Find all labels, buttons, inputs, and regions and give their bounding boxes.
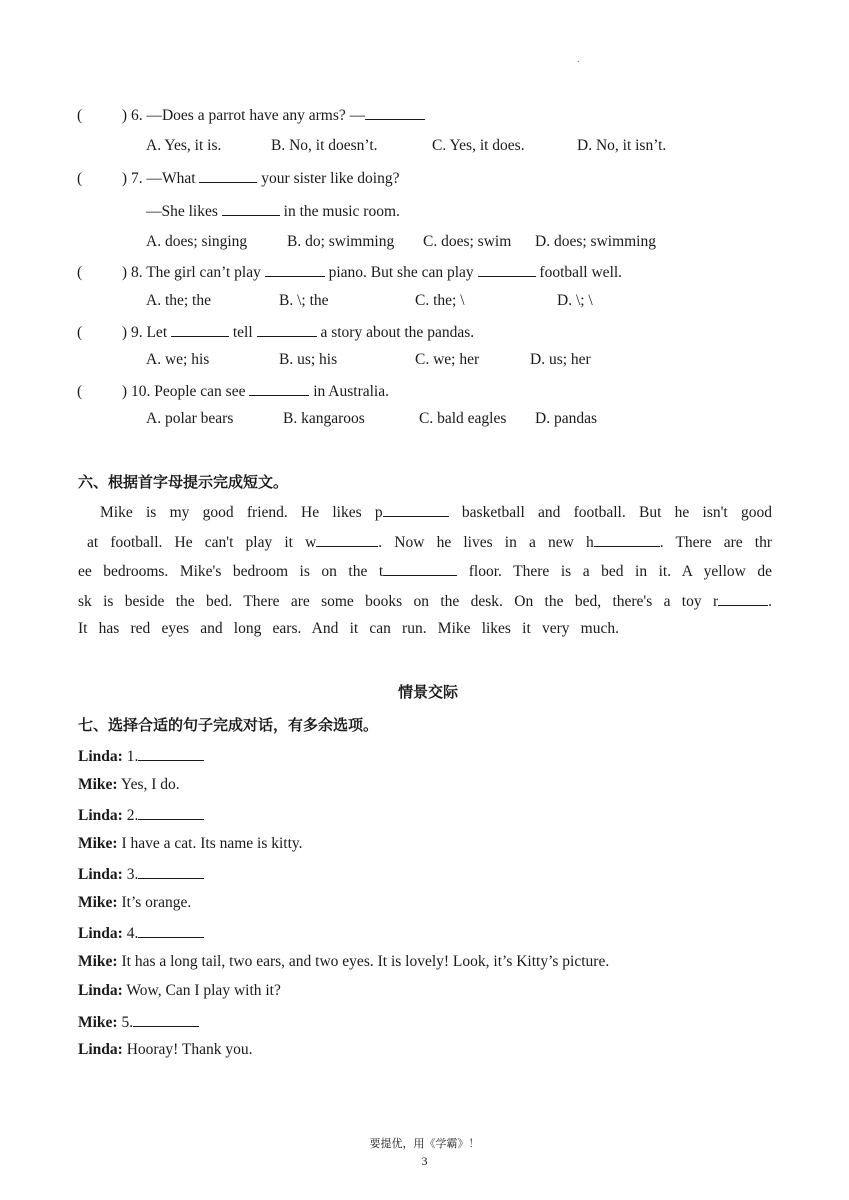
option-b: B. us; his bbox=[279, 351, 338, 368]
answer-paren-close: ) bbox=[121, 107, 128, 124]
question-stem: 7. —What bbox=[130, 170, 196, 187]
answer-blank bbox=[133, 1012, 199, 1027]
option-a: A. Yes, it is. bbox=[146, 137, 222, 154]
dialog-text: 2. bbox=[126, 807, 139, 824]
answer-blank bbox=[257, 322, 317, 337]
scene-heading: 情景交际 bbox=[398, 683, 459, 701]
page-number: 3 bbox=[421, 1154, 428, 1168]
answer-blank bbox=[222, 201, 280, 216]
dialog-text: Yes, I do. bbox=[120, 776, 180, 793]
dialog-line-8 bbox=[78, 953, 609, 971]
dialog-text: 3. bbox=[126, 866, 139, 883]
passage-line-2 bbox=[87, 532, 772, 552]
option-b: B. do; swimming bbox=[287, 233, 395, 250]
speaker: Mike: bbox=[78, 835, 118, 852]
passage-line-5 bbox=[78, 620, 619, 638]
dialog-line-1 bbox=[78, 746, 204, 766]
question-stem: 8. The girl can’t play bbox=[130, 264, 261, 281]
question-stem: 9. Let bbox=[130, 324, 168, 341]
option-c: C. bald eagles bbox=[419, 410, 507, 427]
option-b: B. No, it doesn’t. bbox=[271, 137, 378, 154]
question-stem: —She likes bbox=[146, 203, 218, 220]
question-stem: piano. But she can play bbox=[328, 264, 474, 281]
header-mark: . bbox=[577, 54, 580, 65]
answer-paren-open: ( bbox=[77, 383, 83, 400]
question-7 bbox=[77, 168, 399, 188]
dialog-line-4 bbox=[78, 835, 303, 853]
answer-blank bbox=[365, 105, 425, 120]
option-c: C. Yes, it does. bbox=[432, 137, 525, 154]
answer-blank bbox=[138, 923, 204, 938]
dialog-text: It has a long tail, two ears, and two eyes. It is lovely! Look, it’s Kitty’s picture. bbox=[121, 953, 610, 970]
answer-paren-close: ) bbox=[121, 383, 128, 400]
answer-paren-close: ) bbox=[121, 324, 128, 341]
answer-blank bbox=[171, 322, 229, 337]
question-stem: in the music room. bbox=[283, 203, 400, 220]
answer-blank bbox=[383, 561, 457, 576]
question-stem: 10. People can see bbox=[130, 383, 246, 400]
answer-paren-open: ( bbox=[77, 324, 83, 341]
passage-line-4 bbox=[78, 591, 772, 611]
dialog-line-11 bbox=[78, 1041, 253, 1059]
option-a: A. the; the bbox=[146, 292, 211, 309]
option-c: C. the; \ bbox=[415, 292, 465, 309]
dialog-line-3 bbox=[78, 805, 204, 825]
answer-blank bbox=[138, 805, 204, 820]
dialog-text: It’s orange. bbox=[121, 894, 192, 911]
option-d: D. pandas bbox=[535, 410, 597, 427]
answer-paren-close: ) bbox=[121, 170, 128, 187]
question-stem: in Australia. bbox=[313, 383, 389, 400]
question-stem: tell bbox=[232, 324, 253, 341]
answer-blank bbox=[265, 262, 325, 277]
answer-blank bbox=[138, 746, 204, 761]
option-a: A. does; singing bbox=[146, 233, 248, 250]
question-6 bbox=[77, 105, 425, 125]
speaker: Mike: bbox=[78, 953, 118, 970]
answer-blank bbox=[478, 262, 536, 277]
speaker: Linda: bbox=[78, 982, 123, 999]
passage-text: Mike is my good friend. He likes p bbox=[100, 504, 383, 521]
passage-text: . There are thr bbox=[659, 534, 772, 551]
question-7-line2 bbox=[146, 201, 400, 221]
dialog-text: 5. bbox=[121, 1014, 134, 1031]
option-b: B. kangaroos bbox=[283, 410, 365, 427]
option-c: C. does; swim bbox=[423, 233, 512, 250]
speaker: Linda: bbox=[78, 748, 123, 765]
dialog-text: Wow, Can I play with it? bbox=[126, 982, 281, 999]
option-d: D. \; \ bbox=[557, 292, 593, 309]
option-d: D. us; her bbox=[530, 351, 591, 368]
option-c: C. we; her bbox=[415, 351, 480, 368]
dialog-text: I have a cat. Its name is kitty. bbox=[121, 835, 303, 852]
passage-text: sk is beside the bed. There are some books on the desk. On the bed, there's a toy r bbox=[78, 593, 719, 610]
dialog-text: 1. bbox=[126, 748, 139, 765]
speaker: Linda: bbox=[78, 807, 123, 824]
option-d: D. does; swimming bbox=[535, 233, 656, 250]
speaker: Linda: bbox=[78, 866, 123, 883]
speaker: Linda: bbox=[78, 1041, 123, 1058]
option-d: D. No, it isn’t. bbox=[577, 137, 667, 154]
speaker: Mike: bbox=[78, 1014, 118, 1031]
speaker: Mike: bbox=[78, 776, 118, 793]
answer-blank bbox=[316, 532, 378, 547]
passage-text: basketball and football. But he isn't good bbox=[448, 504, 772, 521]
option-b: B. \; the bbox=[279, 292, 329, 309]
answer-blank bbox=[249, 381, 309, 396]
answer-paren-open: ( bbox=[77, 264, 83, 281]
option-a: A. polar bears bbox=[146, 410, 234, 427]
question-10 bbox=[77, 381, 389, 401]
speaker: Linda: bbox=[78, 925, 123, 942]
dialog-line-10 bbox=[78, 1012, 199, 1032]
section-6-title: 六、根据首字母提示完成短文。 bbox=[78, 473, 289, 491]
passage-line-1 bbox=[78, 502, 772, 522]
section-7-title: 七、选择合适的句子完成对话，有多余选项。 bbox=[78, 716, 379, 734]
passage-line-3 bbox=[78, 561, 772, 581]
answer-blank bbox=[199, 168, 257, 183]
question-stem: football well. bbox=[539, 264, 623, 281]
dialog-line-7 bbox=[78, 923, 204, 943]
dialog-line-5 bbox=[78, 864, 204, 884]
answer-paren-close: ) bbox=[121, 264, 128, 281]
dialog-text: 4. bbox=[126, 925, 139, 942]
passage-text: ee bedrooms. Mike's bedroom is on the t bbox=[78, 563, 384, 580]
answer-blank bbox=[383, 502, 449, 517]
question-stem: a story about the pandas. bbox=[320, 324, 475, 341]
answer-blank bbox=[718, 591, 768, 606]
option-a: A. we; his bbox=[146, 351, 210, 368]
answer-paren-open: ( bbox=[77, 107, 83, 124]
answer-paren-open: ( bbox=[77, 170, 83, 187]
passage-text: . Now he lives in a new h bbox=[378, 534, 594, 551]
dialog-line-6 bbox=[78, 894, 191, 912]
question-stem: 6. —Does a parrot have any arms? — bbox=[130, 107, 366, 124]
passage-text: It has red eyes and long ears. And it can run. Mike likes it very much. bbox=[78, 620, 619, 637]
speaker: Mike: bbox=[78, 894, 118, 911]
question-9 bbox=[77, 322, 474, 342]
passage-text: floor. There is a bed in it. A yellow de bbox=[457, 563, 772, 580]
answer-blank bbox=[138, 864, 204, 879]
dialog-text: Hooray! Thank you. bbox=[126, 1041, 253, 1058]
footer-slogan: 要提优，用《学霸》！ bbox=[369, 1137, 480, 1150]
passage-text: . bbox=[768, 593, 772, 610]
question-8 bbox=[77, 262, 622, 282]
answer-blank bbox=[594, 532, 660, 547]
dialog-line-9 bbox=[78, 982, 281, 1000]
dialog-line-2 bbox=[78, 776, 180, 794]
passage-text: at football. He can't play it w bbox=[87, 534, 317, 551]
question-stem: your sister like doing? bbox=[261, 170, 400, 187]
